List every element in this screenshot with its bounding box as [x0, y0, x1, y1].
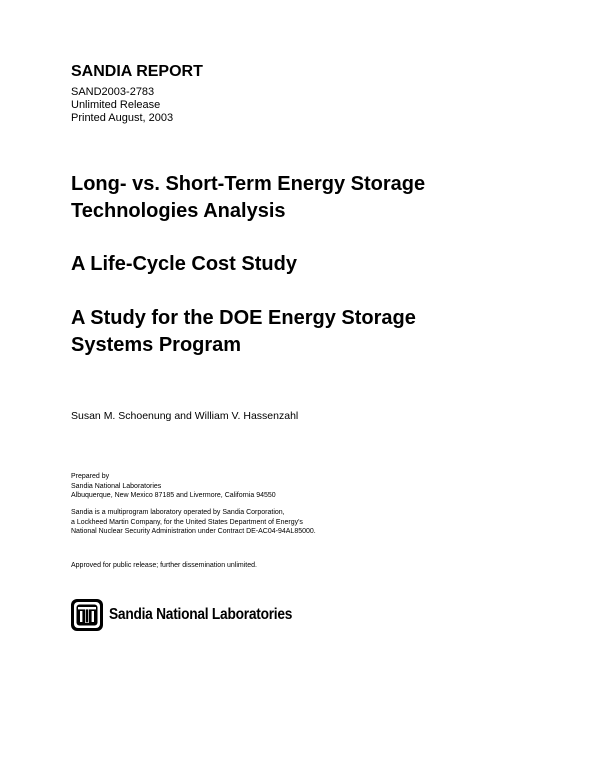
study-line-1: A Study for the DOE Energy Storage — [71, 307, 416, 329]
study-title — [71, 305, 416, 359]
prepared-line-3: Albuquerque, New Mexico 87185 and Livermore, California 94550 — [71, 492, 276, 499]
title-line-2: Technologies Analysis — [71, 200, 286, 222]
prepared-line-1: Prepared by — [71, 473, 110, 480]
title-line-1: Long- vs. Short-Term Energy Storage — [71, 173, 426, 195]
release-status: Unlimited Release — [71, 99, 161, 111]
page-title — [71, 171, 425, 225]
sandia-desc-line-3: National Nuclear Security Administration under Contract DE-AC04-94AL85000. — [71, 528, 316, 535]
prepared-line-2: Sandia National Laboratories — [71, 482, 162, 490]
prepared-by — [71, 472, 276, 501]
subtitle: A Life-Cycle Cost Study — [71, 253, 297, 275]
report-label: SANDIA REPORT — [71, 63, 203, 80]
sandia-desc-line-1: Sandia is a multiprogram laboratory operated by Sandia Corporation, — [71, 509, 285, 516]
approval-statement: Approved for public release; further dissemination unlimited. — [71, 562, 257, 569]
sandia-description — [71, 508, 316, 537]
logo-text: Sandia National Laboratories — [109, 606, 293, 623]
print-date: Printed August, 2003 — [71, 112, 174, 124]
report-meta — [71, 86, 173, 125]
sandia-thunderbird-icon — [70, 598, 104, 632]
authors: Susan M. Schoenung and William V. Hassenzahl — [71, 410, 299, 422]
sandia-logo — [70, 598, 322, 632]
sandia-desc-line-2: a Lockheed Martin Company, for the United States Department of Energy's — [71, 518, 303, 526]
study-line-2: Systems Program — [71, 334, 242, 356]
report-number: SAND2003-2783 — [71, 86, 155, 98]
